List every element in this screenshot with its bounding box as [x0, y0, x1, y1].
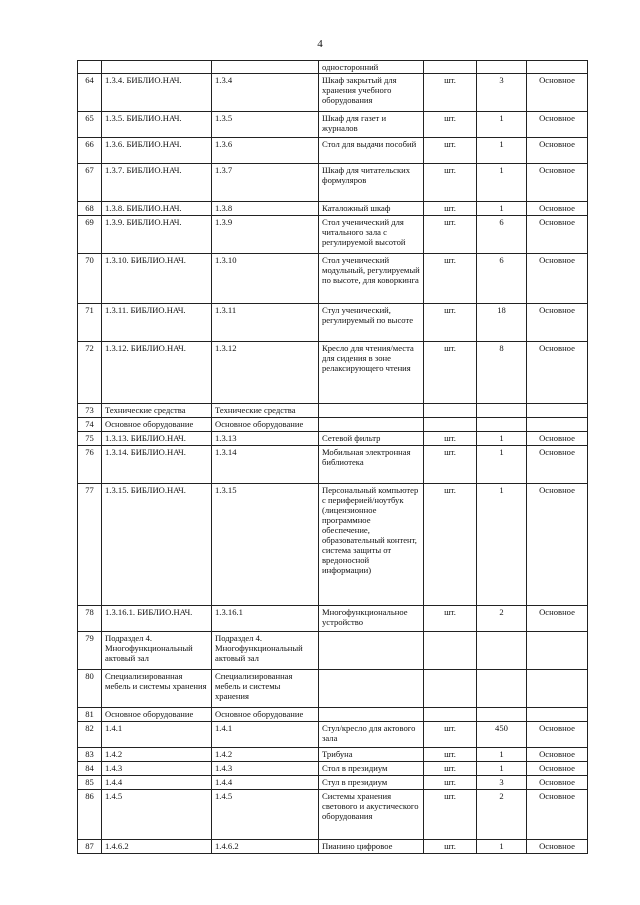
unit-cell: шт. [424, 748, 477, 762]
item-name-cell: Шкаф для читательских формуляров [319, 164, 424, 202]
unit-cell: шт. [424, 342, 477, 404]
subcode-cell: 1.3.4 [212, 74, 319, 112]
unit-cell [424, 670, 477, 708]
unit-cell: шт. [424, 776, 477, 790]
row-number-cell: 79 [78, 632, 102, 670]
item-name-cell: Системы хранения светового и акустического оборудования [319, 790, 424, 840]
row-number-cell: 66 [78, 138, 102, 164]
table-row [78, 776, 588, 790]
table-row [78, 632, 588, 670]
type-cell: Основное [527, 722, 588, 748]
subcode-cell: Основное оборудование [212, 708, 319, 722]
subcode-cell: 1.3.12 [212, 342, 319, 404]
code-cell: 1.4.6.2 [102, 840, 212, 854]
unit-cell: шт. [424, 254, 477, 304]
type-cell: Основное [527, 216, 588, 254]
row-number-cell: 69 [78, 216, 102, 254]
row-number-cell: 64 [78, 74, 102, 112]
quantity-cell: 1 [477, 484, 527, 606]
code-cell [102, 61, 212, 74]
row-number-cell: 68 [78, 202, 102, 216]
type-cell: Основное [527, 254, 588, 304]
table-row [78, 840, 588, 854]
table-row [78, 748, 588, 762]
subcode-cell: 1.3.10 [212, 254, 319, 304]
code-cell: 1.4.4 [102, 776, 212, 790]
quantity-cell: 1 [477, 432, 527, 446]
item-name-cell: Стул ученический, регулируемый по высоте [319, 304, 424, 342]
type-cell: Основное [527, 432, 588, 446]
unit-cell: шт. [424, 484, 477, 606]
type-cell: Основное [527, 202, 588, 216]
item-name-cell: Сетевой фильтр [319, 432, 424, 446]
item-name-cell: Мобильная электронная библиотека [319, 446, 424, 484]
type-cell: Основное [527, 606, 588, 632]
row-number-cell: 71 [78, 304, 102, 342]
unit-cell: шт. [424, 790, 477, 840]
subcode-cell: Специализированная мебель и системы хранения [212, 670, 319, 708]
row-number-cell: 81 [78, 708, 102, 722]
quantity-cell: 3 [477, 74, 527, 112]
type-cell: Основное [527, 446, 588, 484]
item-name-cell: Кресло для чтения/места для сидения в зоне релаксирующего чтения [319, 342, 424, 404]
unit-cell: шт. [424, 216, 477, 254]
equipment-table [77, 60, 588, 854]
subcode-cell: 1.4.6.2 [212, 840, 319, 854]
subcode-cell: 1.4.4 [212, 776, 319, 790]
item-name-cell: Пианино цифровое [319, 840, 424, 854]
item-name-cell: Персональный компьютер с периферией/ноутбук (лицензионное программное обеспечение, образовательный контент, система защиты от вредоносной информации) [319, 484, 424, 606]
code-cell: Основное оборудование [102, 418, 212, 432]
type-cell [527, 418, 588, 432]
unit-cell [424, 404, 477, 418]
code-cell: 1.3.9. БИБЛИО.НАЧ. [102, 216, 212, 254]
unit-cell [424, 61, 477, 74]
subcode-cell: 1.4.2 [212, 748, 319, 762]
unit-cell: шт. [424, 722, 477, 748]
table-row [78, 708, 588, 722]
item-name-cell: Стол в президиум [319, 762, 424, 776]
code-cell: 1.4.5 [102, 790, 212, 840]
quantity-cell: 1 [477, 840, 527, 854]
code-cell: Подраздел 4. Многофункциональный актовый зал [102, 632, 212, 670]
item-name-cell [319, 632, 424, 670]
subcode-cell: 1.4.3 [212, 762, 319, 776]
table-row [78, 164, 588, 202]
type-cell: Основное [527, 484, 588, 606]
code-cell: 1.4.3 [102, 762, 212, 776]
unit-cell: шт. [424, 74, 477, 112]
item-name-cell [319, 404, 424, 418]
item-name-cell: Стол для выдачи пособий [319, 138, 424, 164]
type-cell [527, 632, 588, 670]
type-cell: Основное [527, 342, 588, 404]
subcode-cell: 1.3.7 [212, 164, 319, 202]
item-name-cell: Стол ученический для читального зала с регулируемой высотой [319, 216, 424, 254]
unit-cell: шт. [424, 112, 477, 138]
unit-cell [424, 418, 477, 432]
unit-cell: шт. [424, 304, 477, 342]
type-cell: Основное [527, 790, 588, 840]
table-row [78, 418, 588, 432]
row-number-cell: 85 [78, 776, 102, 790]
quantity-cell [477, 708, 527, 722]
quantity-cell: 6 [477, 216, 527, 254]
quantity-cell [477, 670, 527, 708]
quantity-cell: 8 [477, 342, 527, 404]
type-cell [527, 61, 588, 74]
code-cell: 1.4.1 [102, 722, 212, 748]
table-row [78, 762, 588, 776]
unit-cell: шт. [424, 840, 477, 854]
unit-cell: шт. [424, 446, 477, 484]
unit-cell: шт. [424, 606, 477, 632]
table-row [78, 342, 588, 404]
subcode-cell: 1.3.8 [212, 202, 319, 216]
row-number-cell: 80 [78, 670, 102, 708]
row-number-cell: 70 [78, 254, 102, 304]
code-cell: 1.3.14. БИБЛИО.НАЧ. [102, 446, 212, 484]
type-cell: Основное [527, 748, 588, 762]
table-row [78, 61, 588, 74]
code-cell: 1.3.6. БИБЛИО.НАЧ. [102, 138, 212, 164]
item-name-cell: Стул/кресло для актового зала [319, 722, 424, 748]
code-cell: 1.3.4. БИБЛИО.НАЧ. [102, 74, 212, 112]
code-cell: 1.3.7. БИБЛИО.НАЧ. [102, 164, 212, 202]
row-number-cell: 83 [78, 748, 102, 762]
quantity-cell [477, 418, 527, 432]
type-cell: Основное [527, 138, 588, 164]
row-number-cell: 77 [78, 484, 102, 606]
subcode-cell: 1.3.9 [212, 216, 319, 254]
quantity-cell: 450 [477, 722, 527, 748]
item-name-cell: Стол ученический модульный, регулируемый по высоте, для коворкинга [319, 254, 424, 304]
code-cell: 1.3.10. БИБЛИО.НАЧ. [102, 254, 212, 304]
unit-cell [424, 632, 477, 670]
quantity-cell: 1 [477, 112, 527, 138]
subcode-cell: 1.3.16.1 [212, 606, 319, 632]
equipment-table-body [78, 61, 588, 854]
quantity-cell: 3 [477, 776, 527, 790]
quantity-cell: 1 [477, 164, 527, 202]
subcode-cell: 1.3.11 [212, 304, 319, 342]
item-name-cell: односторонний [319, 61, 424, 74]
type-cell: Основное [527, 776, 588, 790]
subcode-cell [212, 61, 319, 74]
subcode-cell: 1.3.5 [212, 112, 319, 138]
row-number-cell: 73 [78, 404, 102, 418]
table-row [78, 722, 588, 748]
table-row [78, 606, 588, 632]
item-name-cell: Трибуна [319, 748, 424, 762]
table-row [78, 790, 588, 840]
unit-cell [424, 708, 477, 722]
row-number-cell: 75 [78, 432, 102, 446]
type-cell: Основное [527, 762, 588, 776]
item-name-cell [319, 670, 424, 708]
row-number-cell: 74 [78, 418, 102, 432]
item-name-cell: Шкаф для газет и журналов [319, 112, 424, 138]
unit-cell: шт. [424, 432, 477, 446]
table-row [78, 404, 588, 418]
quantity-cell: 18 [477, 304, 527, 342]
quantity-cell [477, 404, 527, 418]
row-number-cell [78, 61, 102, 74]
quantity-cell: 1 [477, 446, 527, 484]
table-row [78, 484, 588, 606]
type-cell [527, 708, 588, 722]
row-number-cell: 72 [78, 342, 102, 404]
item-name-cell: Многофункциональное устройство [319, 606, 424, 632]
type-cell [527, 670, 588, 708]
table-row [78, 74, 588, 112]
item-name-cell: Каталожный шкаф [319, 202, 424, 216]
subcode-cell: Подраздел 4. Многофункциональный актовый зал [212, 632, 319, 670]
table-row [78, 670, 588, 708]
code-cell: 1.3.13. БИБЛИО.НАЧ. [102, 432, 212, 446]
row-number-cell: 76 [78, 446, 102, 484]
subcode-cell: 1.4.5 [212, 790, 319, 840]
quantity-cell: 1 [477, 202, 527, 216]
quantity-cell: 2 [477, 790, 527, 840]
quantity-cell: 1 [477, 138, 527, 164]
unit-cell: шт. [424, 138, 477, 164]
table-row [78, 216, 588, 254]
code-cell: Технические средства [102, 404, 212, 418]
subcode-cell: 1.3.15 [212, 484, 319, 606]
quantity-cell: 1 [477, 762, 527, 776]
code-cell: Основное оборудование [102, 708, 212, 722]
code-cell: Специализированная мебель и системы хранения [102, 670, 212, 708]
item-name-cell: Шкаф закрытый для хранения учебного оборудования [319, 74, 424, 112]
row-number-cell: 78 [78, 606, 102, 632]
type-cell: Основное [527, 840, 588, 854]
page-number: 4 [317, 38, 323, 50]
row-number-cell: 65 [78, 112, 102, 138]
type-cell: Основное [527, 112, 588, 138]
item-name-cell [319, 418, 424, 432]
code-cell: 1.3.5. БИБЛИО.НАЧ. [102, 112, 212, 138]
table-row [78, 446, 588, 484]
code-cell: 1.3.11. БИБЛИО.НАЧ. [102, 304, 212, 342]
item-name-cell: Стул в президиум [319, 776, 424, 790]
type-cell: Основное [527, 164, 588, 202]
row-number-cell: 67 [78, 164, 102, 202]
type-cell [527, 404, 588, 418]
unit-cell: шт. [424, 762, 477, 776]
quantity-cell [477, 632, 527, 670]
subcode-cell: 1.4.1 [212, 722, 319, 748]
code-cell: 1.3.15. БИБЛИО.НАЧ. [102, 484, 212, 606]
subcode-cell: Основное оборудование [212, 418, 319, 432]
unit-cell: шт. [424, 202, 477, 216]
unit-cell: шт. [424, 164, 477, 202]
table-row [78, 202, 588, 216]
table-row [78, 138, 588, 164]
table-row [78, 254, 588, 304]
code-cell: 1.3.8. БИБЛИО.НАЧ. [102, 202, 212, 216]
subcode-cell: Технические средства [212, 404, 319, 418]
table-row [78, 432, 588, 446]
quantity-cell: 1 [477, 748, 527, 762]
subcode-cell: 1.3.14 [212, 446, 319, 484]
row-number-cell: 86 [78, 790, 102, 840]
type-cell: Основное [527, 74, 588, 112]
quantity-cell: 2 [477, 606, 527, 632]
code-cell: 1.3.12. БИБЛИО.НАЧ. [102, 342, 212, 404]
table-row [78, 112, 588, 138]
row-number-cell: 87 [78, 840, 102, 854]
quantity-cell: 6 [477, 254, 527, 304]
subcode-cell: 1.3.13 [212, 432, 319, 446]
table-row [78, 304, 588, 342]
code-cell: 1.3.16.1. БИБЛИО.НАЧ. [102, 606, 212, 632]
subcode-cell: 1.3.6 [212, 138, 319, 164]
item-name-cell [319, 708, 424, 722]
row-number-cell: 84 [78, 762, 102, 776]
type-cell: Основное [527, 304, 588, 342]
code-cell: 1.4.2 [102, 748, 212, 762]
quantity-cell [477, 61, 527, 74]
row-number-cell: 82 [78, 722, 102, 748]
